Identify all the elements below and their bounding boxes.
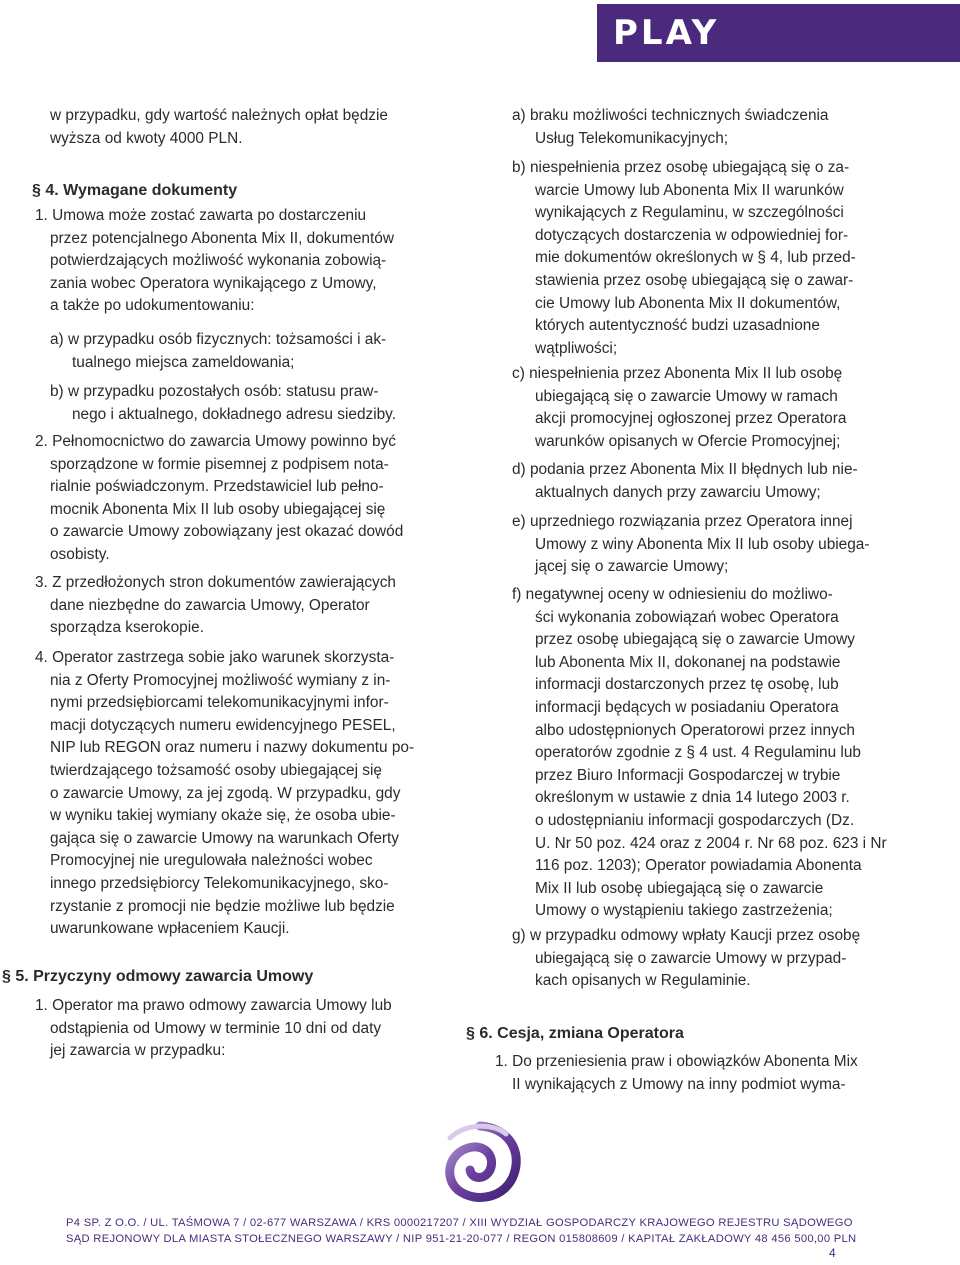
section-6-heading: § 6. Cesja, zmiana Operatora (466, 1025, 684, 1042)
text-line: innego przedsiębiorcy Telekomunikacyjnego, sko- (50, 875, 389, 892)
text-line: cie Umowy lub Abonenta Mix II dokumentów, (535, 294, 841, 312)
text-line: Umowy z winy Abonenta Mix II lub osoby ubiega- (535, 535, 870, 553)
text-line: macji dotyczących numeru ewidencyjnego PESEL, (50, 716, 396, 734)
text-line: 1. Operator ma prawo odmowy zawarcia Umowy lub (35, 997, 392, 1014)
text-line: przez potencjalnego Abonenta Mix II, dokumentów (50, 229, 394, 247)
page-number: 4 (829, 1246, 836, 1260)
text-line: 4. Operator zastrzega sobie jako warunek skorzysta- (35, 649, 395, 666)
text-line: o udostępnianiu informacji gospodarczych (Dz. (535, 812, 855, 829)
text-line: nymi przedsiębiorcami telekomunikacyjnymi infor- (50, 694, 389, 712)
text-line: w wyniku takiej wymiany okaże się, że osoba ubie- (50, 807, 396, 825)
text-line: akcji promocyjnej ogłoszonej przez Operatora (535, 410, 847, 428)
text-line: 1. Do przeniesienia praw i obowiązków Abonenta Mix (495, 1053, 858, 1070)
text-line: lub Abonenta Mix II, dokonanej na podstawie (535, 653, 841, 671)
text-line: stawienia przez osobę ubiegającą się o zawar- (535, 272, 854, 289)
text-line: ści wykonania zobowiązań wobec Operatora (535, 608, 839, 626)
text-line: warcie Umowy lub Abonenta Mix II warunków (535, 181, 844, 199)
logo-text: PLAY (613, 13, 720, 53)
text-line: b) w przypadku pozostałych osób: statusu praw- (50, 383, 379, 400)
section-5-heading: § 5. Przyczyny odmowy zawarcia Umowy (2, 968, 314, 985)
text-line: informacji dostarczonych przez tę osobę, lub (535, 676, 839, 694)
text-line: dane niezbędne do zawarcia Umowy, Operator (50, 596, 370, 614)
text-line: mocnik Abonenta Mix II lub osoby ubiegającej się (50, 500, 386, 518)
text-line: wątpliwości; (535, 339, 618, 357)
text-line: sporządzone w formie pisemnej z podpisem nota- (50, 455, 389, 473)
text-line: o zawarcie Umowy zobowiązany jest okazać dowód (50, 523, 404, 541)
text-line: a) w przypadku osób fizycznych: tożsamości i ak- (50, 331, 387, 348)
text-line: Promocyjnej nie uregulowała należności wobec (50, 852, 373, 870)
text-line: c) niespełnienia przez Abonenta Mix II lub osobę (512, 365, 843, 382)
text-line: aktualnych danych przy zawarciu Umowy; (535, 483, 821, 501)
text-line: mie dokumentów określonych w § 4, lub przed- (535, 249, 856, 267)
text-line: gająca się o zawarcie Umowy na warunkach Oferty (50, 829, 400, 847)
text-line: sporządza kserokopie. (50, 619, 204, 637)
text-line: b) niespełnienia przez osobę ubiegającą się o za- (512, 159, 850, 176)
text-line: d) podania przez Abonenta Mix II błędnych lub nie- (512, 461, 858, 478)
text-line: potwierdzających możliwość wykonania zobowią- (50, 252, 387, 270)
text-line: a także po udokumentowaniu: (50, 297, 255, 315)
text-line: 2. Pełnomocnictwo do zawarcia Umowy powinno być (35, 433, 396, 450)
text-line: Usług Telekomunikacyjnych; (535, 129, 729, 147)
text-line: Mix II lub osobę ubiegającą się o zawarcie (535, 879, 824, 897)
text-line: wynikających z Regulaminu, w szczególności (535, 204, 844, 222)
text-line: Umowy o wystąpieniu takiego zastrzeżenia; (535, 902, 833, 920)
text-line: 3. Z przedłożonych stron dokumentów zawierających (35, 574, 396, 591)
text-line: NIP lub REGON oraz numeru i nazwy dokumentu po- (50, 739, 415, 757)
text-line: osobisty. (50, 546, 110, 563)
text-line: f) negatywnej oceny w odniesieniu do możliwo- (512, 586, 833, 603)
text-line: zania wobec Operatora wynikającego z Umowy, (50, 274, 377, 292)
text-line: tualnego miejsca zameldowania; (72, 353, 295, 371)
text-line: przez Biuro Informacji Gospodarczej w trybie (535, 766, 841, 784)
text-line: kach opisanych w Regulaminie. (535, 972, 751, 990)
text-line: twierdzającego tożsamość osoby ubiegającej się (50, 762, 382, 779)
text-line: nego i aktualnego, dokładnego adresu siedziby. (72, 405, 397, 423)
text-line: II wynikających z Umowy na inny podmiot wyma- (512, 1075, 846, 1093)
text-line: a) braku możliwości technicznych świadczenia (512, 107, 829, 124)
text-line: ubiegającą się o zawarcie Umowy w przypad- (535, 949, 847, 967)
text-line: 1. Umowa może zostać zawarta po dostarczeniu (35, 207, 367, 224)
text-line: przez osobę ubiegającą się o zawarcie Umowy (535, 631, 855, 649)
text-line: rzystanie z promocji nie będzie możliwe lub będzie (50, 897, 395, 915)
text-line: 116 poz. 1203); Operator powiadamia Abonenta (535, 857, 862, 875)
text-line: których autentyczność budzi uzasadnione (535, 317, 820, 335)
text-line: jej zawarcia w przypadku: (50, 1042, 226, 1060)
text-line: odstąpienia od Umowy w terminie 10 dni od daty (50, 1019, 382, 1037)
text-line: operatorów zgodnie z § 4 ust. 4 Regulaminu lub (535, 744, 861, 762)
footer-company-info: P4 SP. Z O.O. / UL. TAŚMOWA 7 / 02-677 WARSZAWA / KRS 0000217207 / XIII WYDZIAŁ GOSPODARCZY KRAJOWEGO REJESTRU SĄDOWEGO (66, 1217, 853, 1229)
text-line: U. Nr 50 poz. 424 oraz z 2004 r. Nr 68 poz. 623 i Nr (535, 834, 887, 852)
text-line: dotyczących dostarczenia w odpowiedniej for- (535, 226, 849, 244)
play-swirl-icon (430, 1118, 530, 1208)
footer-registration-info: SĄD REJONOWY DLA MIASTA STOŁECZNEGO WARSZAWY / NIP 951-21-20-077 / REGON 015808609 / KAPITAŁ ZAKŁADOWY 48 456 500,00 PLN (66, 1233, 857, 1245)
text-line: informacji będących w posiadaniu Operatora (535, 699, 839, 716)
text-line: o zawarcie Umowy, za jej zgodą. W przypadku, gdy (50, 784, 401, 802)
section-4-heading: § 4. Wymagane dokumenty (32, 182, 238, 199)
text-line: e) uprzedniego rozwiązania przez Operatora innej (512, 513, 853, 530)
text-line: ubiegającą się o zawarcie Umowy w ramach (535, 387, 838, 405)
text-line: albo udostępnionych Operatorowi przez innych (535, 721, 855, 739)
text-line: w przypadku, gdy wartość należnych opłat będzie (50, 107, 388, 124)
play-logo (597, 4, 960, 62)
text-line: nia z Oferty Promocyjnej możliwość wymiany z in- (50, 671, 391, 689)
text-line: uwarunkowane wpłaceniem Kaucji. (50, 920, 290, 938)
text-line: warunków opisanych w Ofercie Promocyjnej; (535, 432, 841, 450)
text-line: rialnie poświadczonym. Przedstawiciel lub pełno- (50, 478, 384, 496)
text-line: jącej się o zawarcie Umowy; (535, 558, 729, 576)
text-line: g) w przypadku odmowy wpłaty Kaucji przez osobę (512, 927, 861, 944)
text-line: wyższa od kwoty 4000 PLN. (50, 129, 243, 147)
text-line: określonym w ustawie z dnia 14 lutego 2003 r. (535, 789, 850, 807)
